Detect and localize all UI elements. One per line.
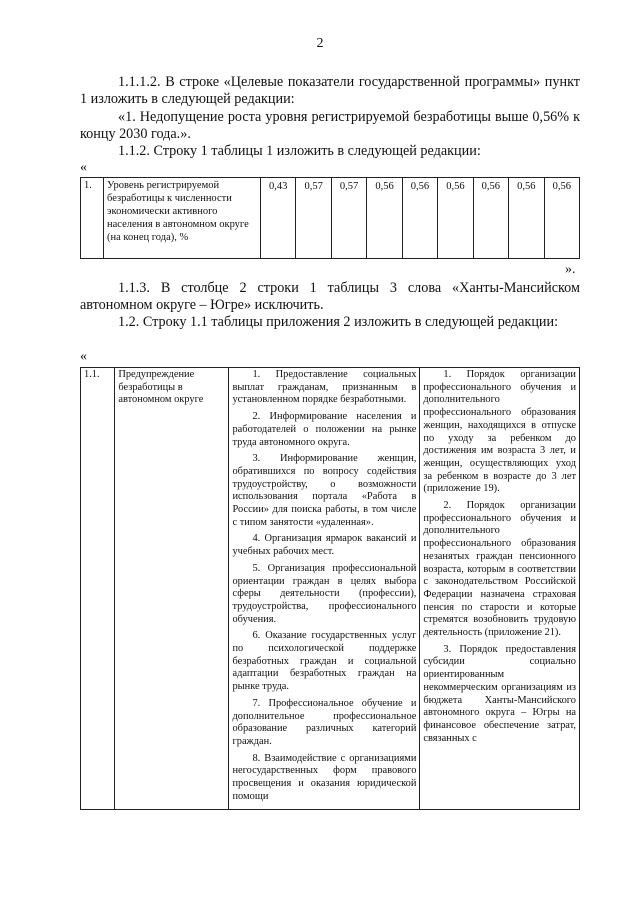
row-number: 1.1. xyxy=(81,368,115,810)
procedures-cell xyxy=(420,368,580,810)
activities-cell xyxy=(229,368,420,810)
close-quote-1: ». xyxy=(565,262,576,277)
value-cell: 0,57 xyxy=(331,178,366,259)
activity-item: 1. Предоставление социальных выплат гражданам, признанным в установленном порядке безработными. xyxy=(232,369,417,406)
value-cell: 0,43 xyxy=(261,178,296,259)
activity-item: 6. Оказание государственных услуг по психологической поддержке безработных граждан и социальной адаптации безработных граждан на рынке труда. xyxy=(232,630,417,693)
activity-item: 2. Информирование населения и работодателей о положении на рынке труда автономного округа. xyxy=(232,411,417,448)
measure-name: Предупреждение безработицы в автономном округе xyxy=(115,368,229,810)
page-number: 2 xyxy=(316,36,324,51)
value-cell: 0,56 xyxy=(438,178,473,259)
paragraph-target-quote: «1. Недопущение роста уровня регистрируемой безработицы выше 0,56% к концу 2030 года.». xyxy=(80,109,580,142)
value-cell: 0,56 xyxy=(473,178,508,259)
table-appendix-2-row xyxy=(80,367,580,810)
activity-item: 7. Профессиональное обучение и дополнительное профессиональное образование различных категорий граждан. xyxy=(232,697,417,747)
indicator-label: Уровень регистрируемой безработицы к численности экономически активного населения в автономном округе (на конец года), % xyxy=(104,178,261,259)
procedure-item: 1. Порядок организации профессионального обучения и дополнительного профессионального образования женщин, находящихся в отпуске по уходу за ребенком до достижения им возраста 3 лет, и женщин, осуществляющих уход за ребенком в возрасте до 3 лет (приложение 19). xyxy=(423,369,576,495)
row-number: 1. xyxy=(81,178,104,259)
value-cell: 0,57 xyxy=(296,178,331,259)
value-cell: 0,56 xyxy=(367,178,402,259)
value-cell: 0,56 xyxy=(402,178,437,259)
paragraph-1-1-2: 1.1.2. Строку 1 таблицы 1 изложить в следующей редакции: xyxy=(118,143,481,159)
value-cell: 0,56 xyxy=(544,178,580,259)
procedure-item: 2. Порядок организации профессионального обучения и дополнительного профессионального образования незанятых граждан пенсионного возраста, которым в соответствии с законодательством Российской Федерации назначена страховая пенсия по старости и которые стремятся возобновить трудовую деятельность (приложение 21). xyxy=(423,500,576,639)
paragraph-1-1-1-2: 1.1.1.2. В строке «Целевые показатели государственной программы» пункт 1 изложить в следующей редакции: xyxy=(80,74,580,107)
value-cell: 0,56 xyxy=(509,178,544,259)
activity-item: 3. Информирование женщин, обратившихся по вопросу содействия трудоустройству, о возможности использования портала «Работа в России» для поиска работы, в том числе с типом занятости «удаленная». xyxy=(232,453,417,528)
open-quote-1: « xyxy=(80,160,87,175)
procedure-item: 3. Порядок предоставления субсидии социально ориентированным некоммерческим организациям из бюджета Ханты-Мансийского автономного округа – Югры на финансовое обеспечение затрат, связанных с xyxy=(423,643,576,744)
table-1-row xyxy=(80,177,580,259)
activity-item: 4. Организация ярмарок вакансий и учебных рабочих мест. xyxy=(232,533,417,558)
activity-item: 8. Взаимодействие с организациями негосударственных форм правового просвещения и оказания юридической помощи xyxy=(232,752,417,802)
open-quote-2: « xyxy=(80,349,87,364)
activity-item: 5. Организация профессиональной ориентации граждан в целях выбора сферы деятельности (профессии), трудоустройства, профессионального обучения. xyxy=(232,562,417,625)
paragraph-1-1-3: 1.1.3. В столбце 2 строки 1 таблицы 3 слова «Ханты-Мансийском автономном округе – Югре» исключить. xyxy=(80,280,580,313)
paragraph-1-2: 1.2. Строку 1.1 таблицы приложения 2 изложить в следующей редакции: xyxy=(118,314,559,330)
